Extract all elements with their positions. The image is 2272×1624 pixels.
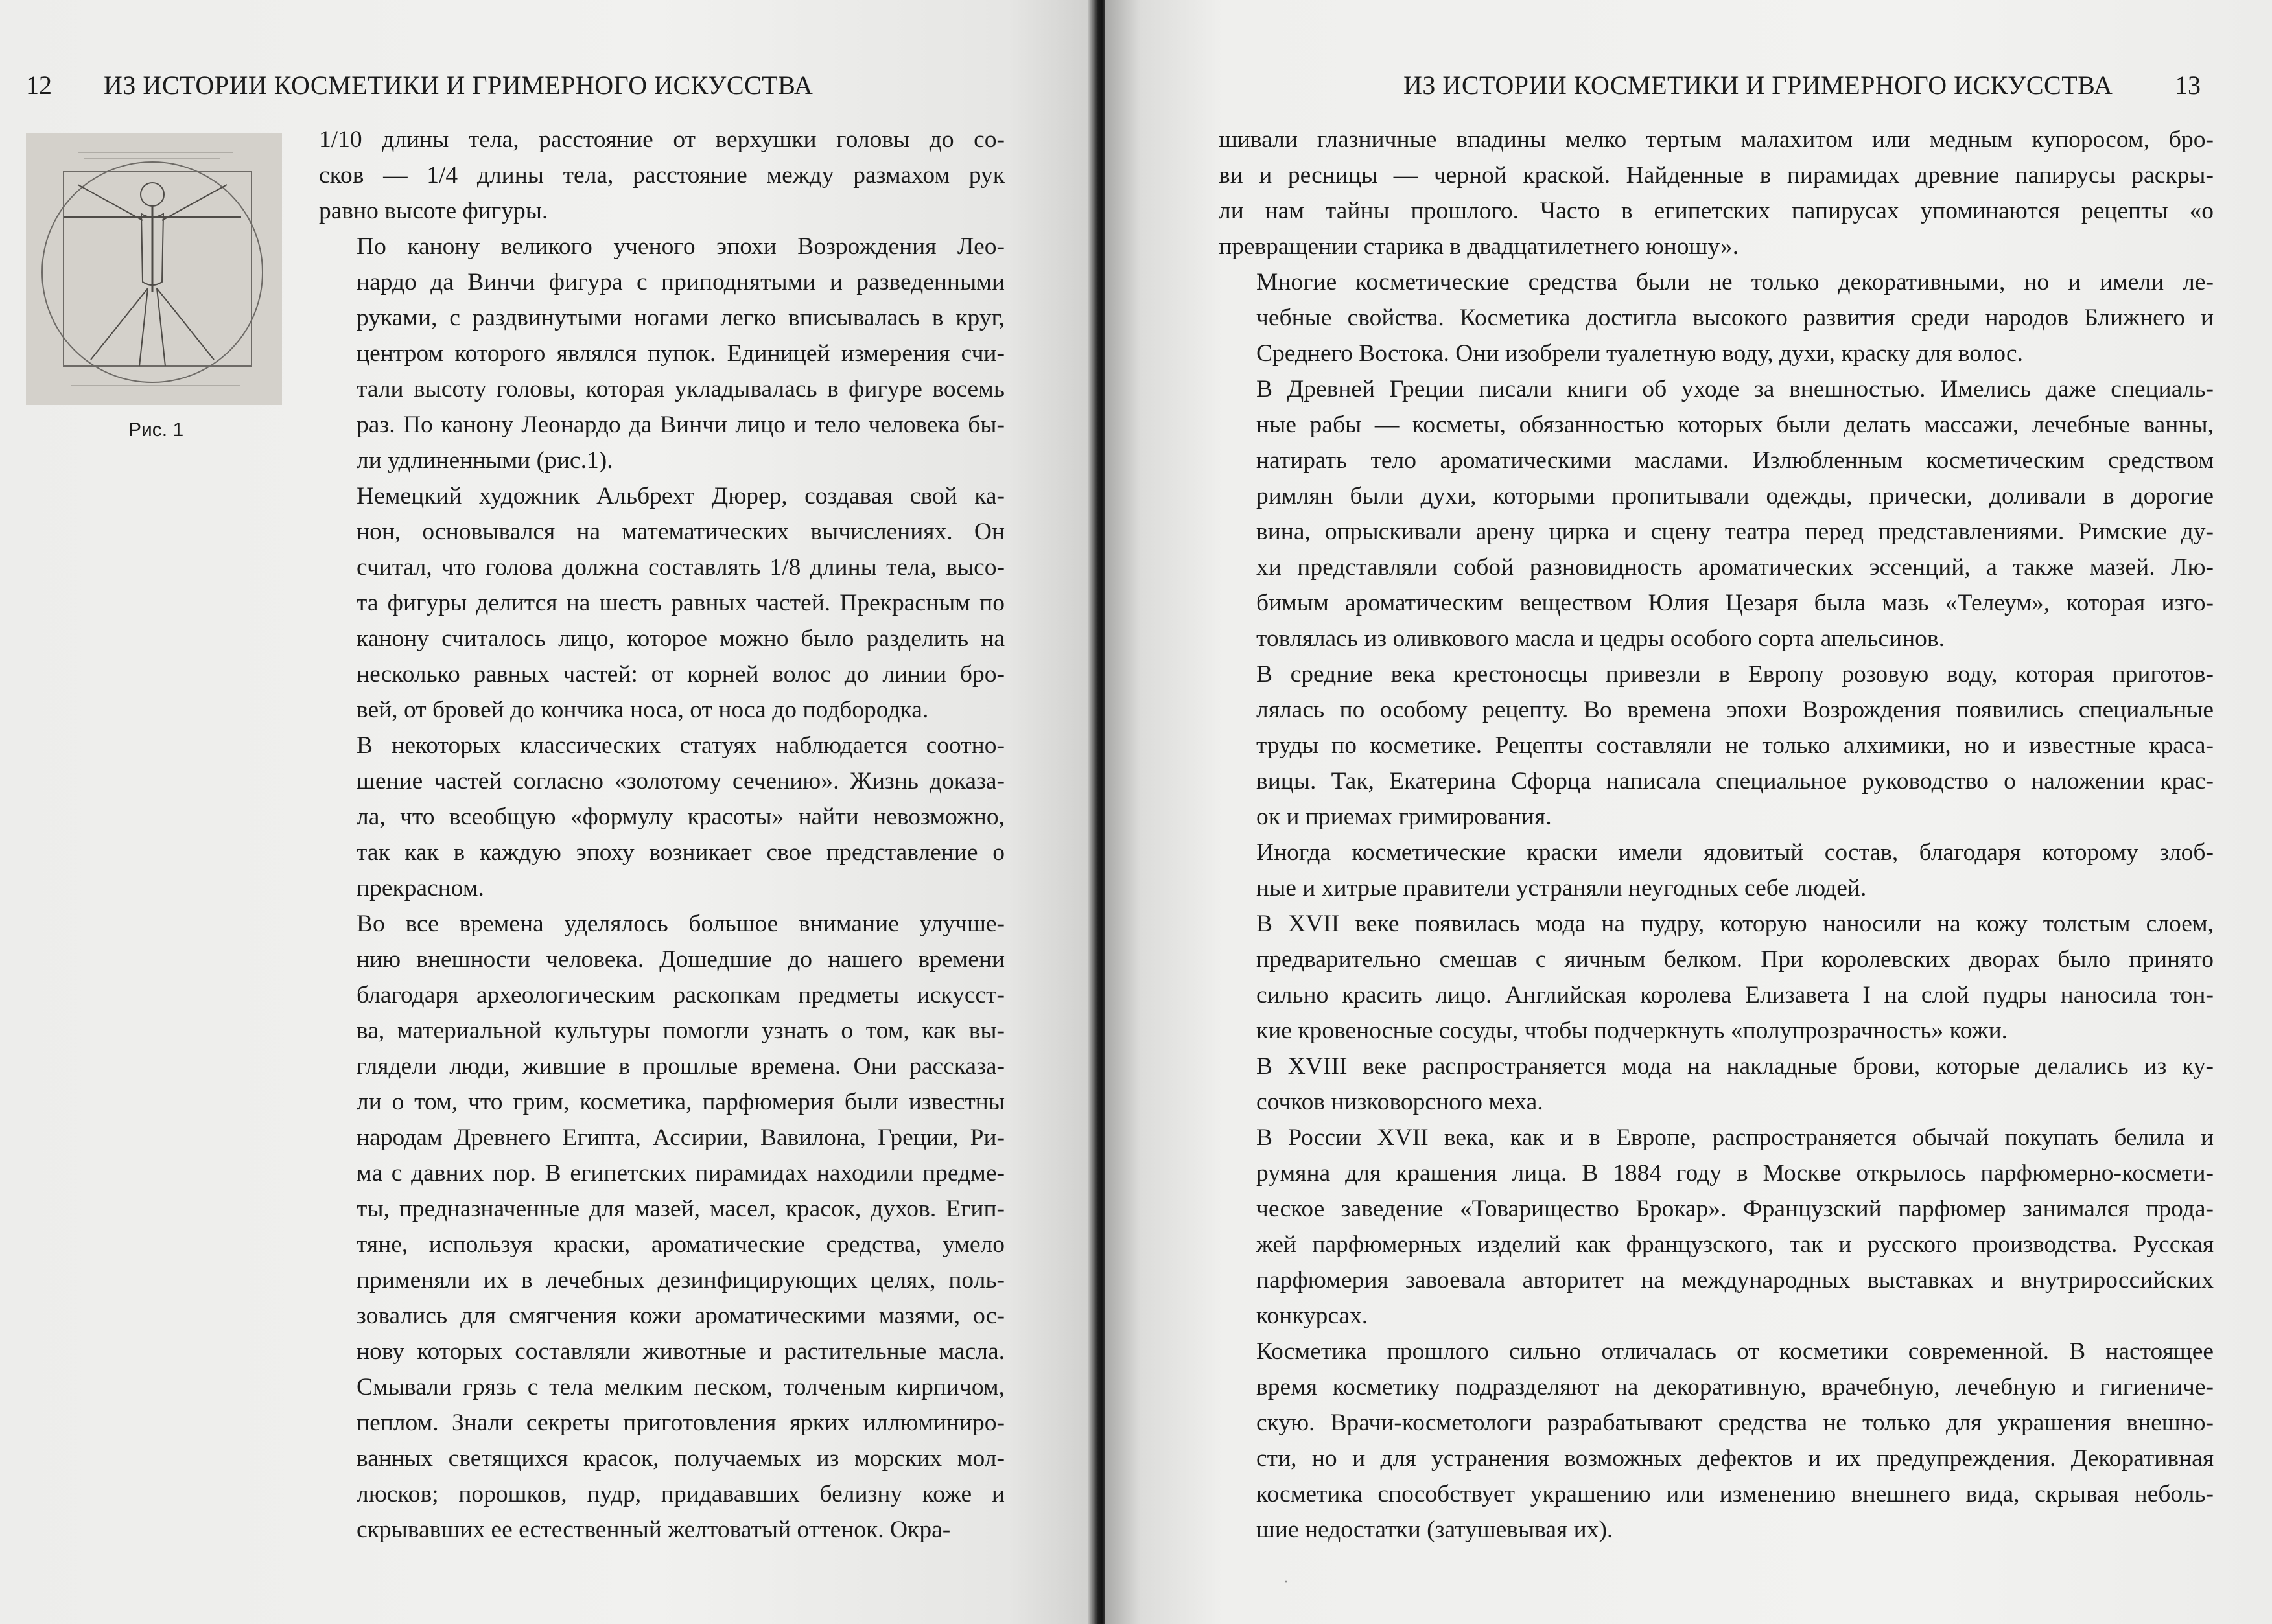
- paragraph: [1219, 1334, 2214, 1548]
- text-line: народам Древнего Египта, Ассирии, Вавилона, Греции, Ри-: [357, 1124, 1005, 1151]
- text-line: раз. По канону Леонардо да Винчи лицо и тело человека бы-: [357, 412, 1005, 438]
- text-line: ок и приемах гримирования.: [1256, 804, 1552, 830]
- text-line: конкурсах.: [1256, 1303, 1368, 1329]
- left-page: [0, 0, 1095, 1624]
- text-line: считал, что голова должна составлять 1/8 длины тела, высо-: [357, 554, 1005, 581]
- text-line: та фигуры делится на шесть равных частей. Прекрасным по: [357, 590, 1005, 616]
- text-line: товлялась из оливкового масла и цедры особого сорта апельсинов.: [1256, 625, 1945, 652]
- text-line: канону считалось лицо, которое можно было разделить на: [357, 625, 1005, 652]
- text-line: тали высоту головы, которая укладывалась в фигуре восемь: [357, 376, 1005, 402]
- right-page: [1105, 0, 2272, 1624]
- left-running-head: ИЗ ИСТОРИИ КОСМЕТИКИ И ГРИМЕРНОГО ИСКУССТВА: [104, 71, 814, 100]
- paragraph: [1219, 656, 2214, 835]
- text-line: 1/10 длины тела, расстояние от верхушки головы до со-: [319, 126, 1005, 153]
- text-line: ли о том, что грим, косметика, парфюмерия были известны: [357, 1089, 1005, 1115]
- text-line: Смывали грязь с тела мелким песком, толченым кирпичом,: [357, 1374, 1005, 1400]
- text-line: ные и хитрые правители устраняли неугодных себе людей.: [1256, 875, 1867, 901]
- text-line: прекрасном.: [357, 875, 484, 901]
- text-line: равно высоте фигуры.: [319, 198, 548, 224]
- text-line: ли нам тайны прошлого. Часто в египетских папирусах упоминаются рецепты «о: [1219, 198, 2214, 224]
- text-line: ческое заведение «Товарищество Брокар». Французский парфюмер занимался прода-: [1256, 1196, 2214, 1222]
- text-line: кие кровеносные сосуды, чтобы подчеркнуть «полупрозрачность» кожи.: [1256, 1017, 2008, 1044]
- text-line: шивали глазничные впадины мелко тертым малахитом или медным купоросом, бро-: [1219, 126, 2214, 153]
- vitruvian-man-drawing-icon: [26, 133, 282, 405]
- text-line: Многие косметические средства были не только декоративными, но и имели ле-: [1256, 269, 2214, 296]
- text-line: В XVIII веке распространяется мода на накладные брови, которые делались из ку-: [1256, 1053, 2214, 1080]
- text-line: ви и ресницы — черной краской. Найденные в пирамидах древние папирусы раскры-: [1219, 162, 2214, 189]
- paragraph: [319, 122, 1005, 229]
- text-line: В средние века крестоносцы привезли в Европу розовую воду, которая приготов-: [1256, 661, 2214, 688]
- text-line: ванных светящихся красок, получаемых из морских мол-: [357, 1445, 1005, 1472]
- paragraph: [1219, 264, 2214, 371]
- right-page-number: 13: [2175, 71, 2201, 100]
- text-line: ты, предназначенные для мазей, масел, красок, духов. Егип-: [357, 1196, 1005, 1222]
- text-line: шение частей согласно «золотому сечению». Жизнь доказа-: [357, 768, 1005, 795]
- text-line: сти, но и для устранения возможных дефектов и их предупреждения. Декоративная: [1256, 1445, 2214, 1472]
- paragraph: [319, 229, 1005, 478]
- text-line: римлян были духи, которыми пропитывали одежды, прически, доливали в дорогие: [1256, 483, 2214, 509]
- text-line: шие недостатки (затушевывая их).: [1256, 1516, 1613, 1543]
- paragraph: [319, 728, 1005, 906]
- paragraph: [1219, 906, 2214, 1049]
- right-page-text: [1219, 122, 2214, 1548]
- text-line: ные рабы — косметы, обязанностью которых были делать массажи, лечебные ванны,: [1256, 412, 2214, 438]
- text-line: чебные свойства. Косметика достигла высокого развития среди народов Ближнего и: [1256, 305, 2214, 331]
- text-line: нию внешности человека. Дошедшие до нашего времени: [357, 946, 1005, 973]
- text-line: предварительно смешав с яичным белком. При королевских дворах было принято: [1256, 946, 2214, 973]
- paragraph: [1219, 835, 2214, 906]
- text-line: вицы. Так, Екатерина Сфорца написала специальное руководство о наложении крас-: [1256, 768, 2214, 795]
- paragraph: [1219, 371, 2214, 656]
- text-line: В некоторых классических статуях наблюдается соотно-: [357, 732, 1005, 759]
- text-line: нон, основывался на математических вычислениях. Он: [357, 518, 1005, 545]
- text-line: По канону великого ученого эпохи Возрождения Лео-: [357, 233, 1005, 260]
- text-line: время косметику подразделяют на декоративную, врачебную, лечебную и гигиениче-: [1256, 1374, 2214, 1400]
- text-line: бимым ароматическим веществом Юлия Цезаря была мазь «Телеум», которая изго-: [1256, 590, 2214, 616]
- paragraph: [1219, 1049, 2214, 1120]
- text-line: глядели люди, жившие в прошлые времена. Они рассказа-: [357, 1053, 1005, 1080]
- text-line: нову которых составляли животные и растительные масла.: [357, 1338, 1005, 1365]
- text-line: ла, что всеобщую «формулу красоты» найти невозможно,: [357, 804, 1005, 830]
- text-line: благодаря археологическим раскопкам предметы искусст-: [357, 982, 1005, 1008]
- text-line: В России XVII века, как и в Европе, распространяется обычай покупать белила и: [1256, 1124, 2214, 1151]
- text-line: вей, от бровей до кончика носа, от носа до подбородка.: [357, 697, 929, 723]
- text-line: ма с давних пор. В египетских пирамидах находили предме-: [357, 1160, 1005, 1187]
- left-page-text: [319, 122, 1005, 1548]
- paragraph: [319, 478, 1005, 728]
- text-line: скрывавших ее естественный желтоватый оттенок. Окра-: [357, 1516, 951, 1543]
- text-line: хи представляли собой разновидность ароматических эссенций, а также мазей. Лю-: [1256, 554, 2214, 581]
- text-line: несколько равных частей: от корней волос до линии бро-: [357, 661, 1005, 688]
- text-line: В Древней Греции писали книги об уходе за внешностью. Имелись даже специаль-: [1256, 376, 2214, 402]
- paragraph: [1219, 1120, 2214, 1334]
- text-line: нардо да Винчи фигура с приподнятыми и разведенными: [357, 269, 1005, 296]
- text-line: Во все времена уделялось большое внимание улучше-: [357, 911, 1005, 937]
- text-line: лялась по особому рецепту. Во времена эпохи Возрождения появились специальные: [1256, 697, 2214, 723]
- text-line: ва, материальной культуры помогли узнать о том, как вы-: [357, 1017, 1005, 1044]
- text-line: так как в каждую эпоху возникает свое представление о: [357, 839, 1005, 866]
- text-line: Косметика прошлого сильно отличалась от косметики современной. В настоящее: [1256, 1338, 2214, 1365]
- text-line: превращении старика в двадцатилетнего юношу».: [1219, 233, 1739, 260]
- paragraph: [1219, 122, 2214, 264]
- text-line: люсков; порошков, пудр, придававших белизну коже и: [357, 1481, 1005, 1507]
- text-line: румяна для крашения лица. В 1884 году в Москве открылось парфюмерно-космети-: [1256, 1160, 2214, 1187]
- text-line: парфюмерия завоевала авторитет на международных выставках и внутрироссийских: [1256, 1267, 2214, 1293]
- vitruvian-man-figure: [26, 133, 282, 405]
- text-line: Иногда косметические краски имели ядовитый состав, благодаря которому злоб-: [1256, 839, 2214, 866]
- right-running-head: ИЗ ИСТОРИИ КОСМЕТИКИ И ГРИМЕРНОГО ИСКУССТВА: [1403, 71, 2113, 100]
- text-line: тяне, используя краски, ароматические средства, умело: [357, 1231, 1005, 1258]
- text-line: скую. Врачи-косметологи разрабатывают средства не только для украшения внешно-: [1256, 1409, 2214, 1436]
- text-line: сков — 1/4 длины тела, расстояние между размахом рук: [319, 162, 1005, 189]
- text-line: Немецкий художник Альбрехт Дюрер, создавая свой ка-: [357, 483, 1005, 509]
- paragraph: [319, 906, 1005, 1548]
- text-line: центром которого являлся пупок. Единицей измерения счи-: [357, 340, 1005, 367]
- text-line: труды по косметике. Рецепты составляли не только алхимики, но и известные краса-: [1256, 732, 2214, 759]
- figure-caption: Рис. 1: [128, 419, 184, 441]
- text-line: зовались для смягчения кожи ароматическими мазями, ос-: [357, 1303, 1005, 1329]
- stray-mark: ·: [1283, 1573, 1289, 1590]
- left-page-number: 12: [26, 71, 52, 100]
- text-line: Среднего Востока. Они изобрели туалетную воду, духи, краску для волос.: [1256, 340, 2023, 367]
- text-line: руками, с раздвинутыми ногами легко вписывалась в круг,: [357, 305, 1005, 331]
- text-line: В XVII веке появилась мода на пудру, которую наносили на кожу толстым слоем,: [1256, 911, 2214, 937]
- text-line: жей парфюмерных изделий как французского, так и русского производства. Русская: [1256, 1231, 2214, 1258]
- text-line: сильно красить лицо. Английская королева Елизавета I на слой пудры наносила тон-: [1256, 982, 2214, 1008]
- text-line: косметика способствует украшению или изменению внешнего вида, скрывая неболь-: [1256, 1481, 2214, 1507]
- text-line: ли удлиненными (рис.1).: [357, 447, 613, 474]
- text-line: пеплом. Знали секреты приготовления ярких иллюминиро-: [357, 1409, 1005, 1436]
- text-line: вина, опрыскивали арену цирка и сцену театра перед представлениями. Римские ду-: [1256, 518, 2214, 545]
- text-line: натирать тело ароматическими маслами. Излюбленным косметическим средством: [1256, 447, 2214, 474]
- text-line: сочков низковорсного меха.: [1256, 1089, 1543, 1115]
- text-line: применяли их в лечебных дезинфицирующих целях, поль-: [357, 1267, 1005, 1293]
